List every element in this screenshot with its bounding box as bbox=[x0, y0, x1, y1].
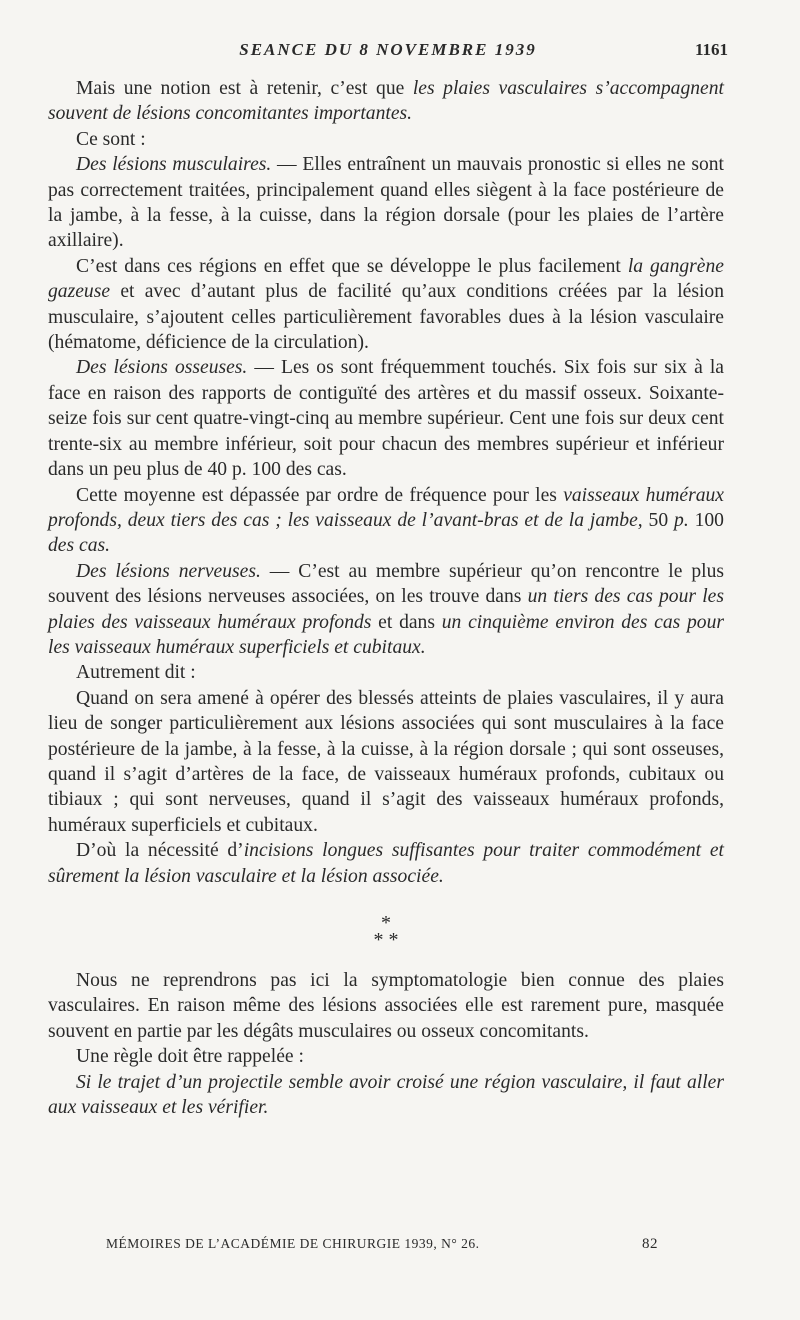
section-heading-bone: Des lésions osseuses. bbox=[76, 357, 248, 379]
emphasis-text: Si le trajet d’un projectile semble avoir croisé une région vasculaire, il faut aller aux vaisseaux et les vérifier. bbox=[48, 1071, 724, 1119]
paragraph-rule bbox=[48, 1070, 724, 1121]
paragraph-bone-lesions bbox=[48, 355, 724, 482]
running-header bbox=[48, 40, 728, 64]
paragraph bbox=[48, 660, 724, 685]
paragraph bbox=[48, 483, 724, 559]
paragraph-nerve-lesions bbox=[48, 559, 724, 661]
journal-reference: MÉMOIRES DE L’ACADÉMIE DE CHIRURGIE 1939, N° 26. bbox=[106, 1236, 480, 1251]
paragraph bbox=[48, 686, 724, 838]
text-run: Cette moyenne est dépassée par ordre de fréquence pour les bbox=[76, 484, 564, 506]
text-run: — Elles entraînent un mauvais pronostic si elles ne sont pas correctement traitées, principalement quand elles siègent à la face postérieure de la jambe, à la fesse, à la cuisse, dans la région dorsale (pour les plaies de l’artère axillaire). bbox=[48, 154, 724, 252]
paragraph bbox=[48, 254, 724, 356]
text-run: et dans bbox=[371, 611, 442, 633]
page-footer bbox=[48, 1236, 724, 1258]
text-run: D’où la nécessité d’ bbox=[76, 840, 244, 862]
paragraph bbox=[48, 76, 724, 127]
section-separator bbox=[48, 912, 724, 951]
text-run: Mais une notion est à retenir, c’est que bbox=[76, 78, 413, 99]
asterism-bottom: * * bbox=[373, 929, 399, 951]
text-run: Autrement dit : bbox=[76, 662, 196, 684]
text-run: — C’est au membre supérieur qu’on rencontre le plus souvent des lésions nerveuses associées, on les trouve dans bbox=[48, 560, 724, 608]
paragraph-muscular-lesions bbox=[48, 152, 724, 254]
emphasis-text: incisions longues suffisantes pour traiter commodément et sûrement la lésion vasculaire et la lésion associée. bbox=[48, 840, 724, 887]
text-run: Une règle doit être rappelée : bbox=[76, 1046, 304, 1068]
emphasis-text: un tiers des cas pour les plaies des vaisseaux huméraux profonds bbox=[48, 586, 724, 633]
paragraph bbox=[48, 838, 724, 889]
emphasis-text: un cinquième environ des cas pour les vaisseaux huméraux superficiels et cubitaux. bbox=[48, 611, 725, 658]
article-body bbox=[48, 76, 724, 1120]
signature-mark: 82 bbox=[642, 1236, 658, 1252]
emphasis-text: p. bbox=[674, 509, 689, 531]
text-run: — Les os sont fréquemment touchés. Six fois sur six à la face en raison des rapports de contiguïté des artères et du massif osseux. Soixante-seize fois sur cent quatre-vingt-cinq au membre supérieur. Cent une fois sur deux cent trente-six au membre inférieur, soit pour chacun des membres supérieur et inférieur dans un peu plus de 40 p. 100 des cas. bbox=[48, 357, 724, 481]
section-heading-nerve: Des lésions nerveuses. bbox=[76, 560, 261, 582]
emphasis-text: vaisseaux huméraux profonds, deux tiers des cas ; les vaisseaux de l’avant-bras et de la jambe, bbox=[48, 484, 725, 531]
text-run: et avec d’autant plus de facilité qu’aux conditions créées par la lésion musculaire, s’ajoutent celles particulièrement favorables dues à la lésion vasculaire (hématome, déficience de la circulation). bbox=[48, 281, 724, 354]
text-run: 50 bbox=[648, 509, 675, 531]
text-run: Ce sont : bbox=[76, 128, 146, 150]
emphasis-text: la gangrène gazeuse bbox=[48, 255, 724, 303]
paragraph bbox=[48, 127, 724, 152]
emphasis-text: des cas. bbox=[48, 535, 111, 557]
paragraph bbox=[48, 968, 724, 1044]
text-run: Quand on sera amené à opérer des blessés atteints de plaies vasculaires, il y aura lieu de songer particulièrement aux lésions associées qui sont musculaires à la face postérieure de la jambe, à la fesse, à la cuisse, à la région dorsale ; qui sont osseuses, quand il s’agit d’artères de la face, de vaisseaux huméraux profonds, cubitaux ou tibiaux ; qui sont nerveuses, quand il s’agit des vaisseaux huméraux profonds, huméraux superficiels et cubitaux. bbox=[48, 687, 724, 836]
text-run: Nous ne reprendrons pas ici la symptomatologie bien connue des plaies vasculaires. En raison même des lésions associées elle est rarement pure, masquée souvent en partie par les dégâts musculaires ou osseux concomitants. bbox=[48, 970, 724, 1042]
paragraph bbox=[48, 1044, 724, 1069]
asterism-top: * bbox=[381, 912, 391, 934]
text-run: 100 bbox=[688, 509, 724, 531]
page-number: 1161 bbox=[694, 40, 728, 59]
emphasis-text: les plaies vasculaires s’accompagnent souvent de lésions concomitantes importantes. bbox=[48, 78, 724, 125]
text-run: C’est dans ces régions en effet que se développe le plus facilement bbox=[76, 255, 628, 277]
section-heading-muscular: Des lésions musculaires. bbox=[76, 154, 272, 176]
running-title: SEANCE DU 8 NOVEMBRE 1939 bbox=[239, 40, 537, 59]
